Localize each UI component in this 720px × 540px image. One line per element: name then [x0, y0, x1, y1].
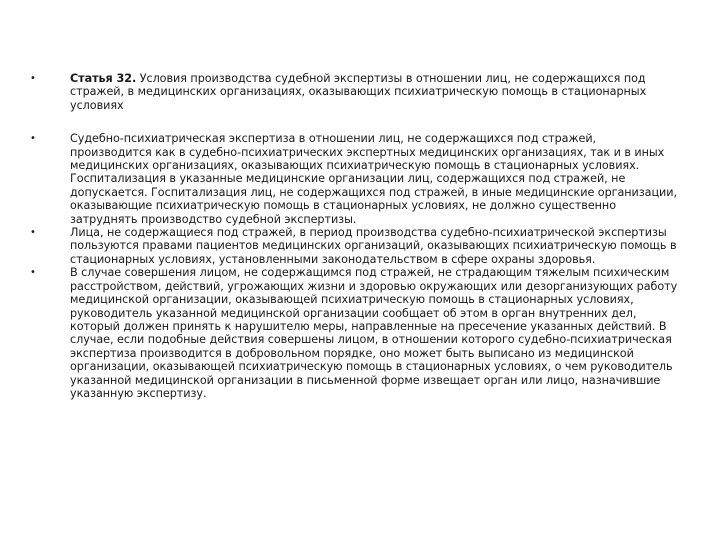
list-item: [28, 266, 680, 400]
article-number: Статья 32.: [70, 72, 137, 85]
paragraph-text: В случае совершения лицом, не содержащимся под стражей, не страдающим тяжелым психическим расстройством, действий, угрожающих жизни и здоровью окружающих или дезорганизующих работу медицинской организации, оказывающей психиатрическую помощь в стационарных условиях, руководитель указанной медицинской организации сообщает об этом в орган внутренних дел, который должен принять к нарушителю меры, направленные на пресечение указанных действий. В случае, если подобные действия совершены лицом, в отношении которого судебно-психиатрическая экспертиза производится в добровольном порядке, оно может быть выписано из медицинской организации, оказывающей психиатрическую помощь в стационарных условиях, о чем руководитель указанной медицинской организации в письменной форме извещает орган или лицо, назначившие указанную экспертизу.: [70, 266, 678, 400]
bullet-icon: •: [30, 267, 36, 279]
list-item-article-title: [28, 72, 680, 112]
list-item: [28, 132, 680, 226]
article-heading: Условия производства судебной экспертизы в отношении лиц, не содержащихся под стражей, в медицинских организациях, оказывающих психиатрическую помощь в стационарных условиях: [70, 72, 647, 112]
bullet-icon: •: [30, 227, 36, 239]
bullet-list: [28, 72, 680, 400]
bullet-icon: •: [30, 73, 36, 84]
paragraph-text: Лица, не содержащиеся под стражей, в период производства судебно-психиатрической экспертизы пользуются правами пациентов медицинских организаций, оказывающих психиатрическую помощь в стационарных условиях, установленными законодательством в сфере охраны здоровья.: [70, 226, 677, 266]
paragraph-text: Судебно-психиатрическая экспертиза в отношении лиц, не содержащихся под стражей, производится как в судебно-психиатрических экспертных медицинских организациях, так и в иных медицинских организациях, оказывающих психиатрическую помощь в стационарных условиях. Госпитализация в указанные медицинские организации лиц, содержащихся под стражей, не допускается. Госпитализация лиц, не содержащихся под стражей, в иные медицинские организации, оказывающие психиатрическую помощь в стационарных условиях, не должно существенно затруднять производство судебной экспертизы.: [70, 132, 677, 226]
bullet-icon: •: [30, 133, 36, 145]
list-item: [28, 226, 680, 266]
